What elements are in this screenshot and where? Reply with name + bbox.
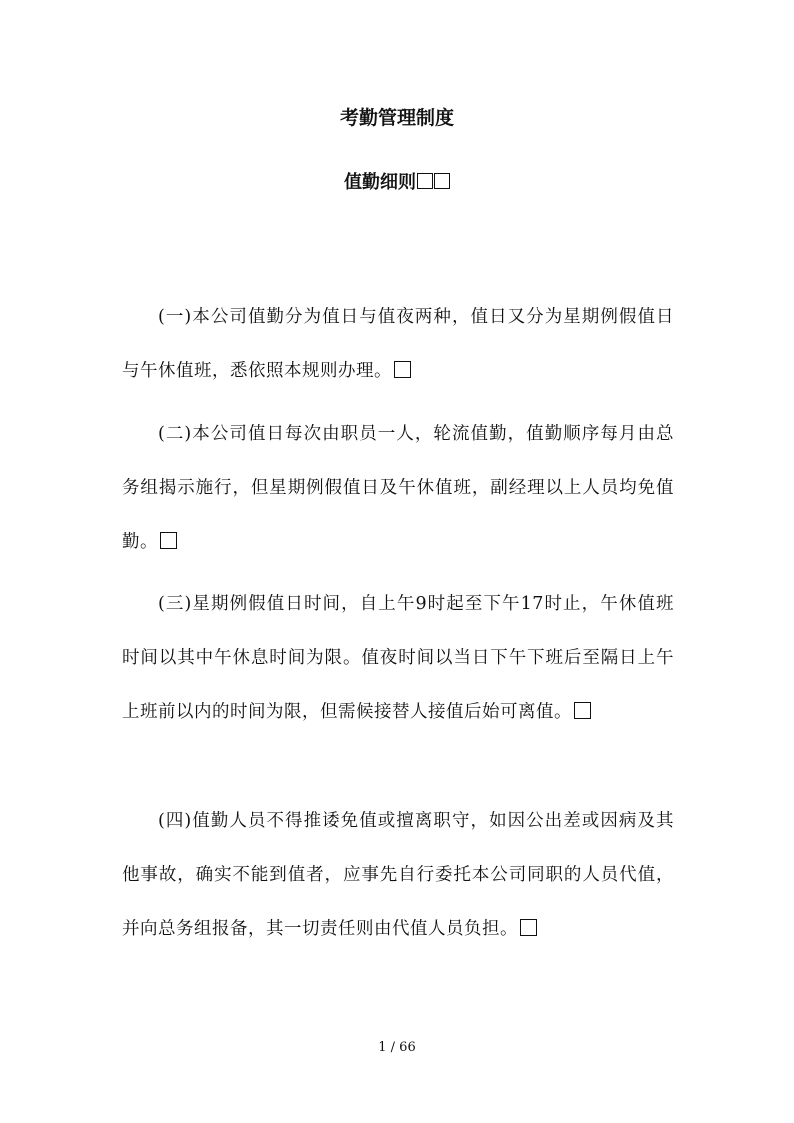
- placeholder-box-icon: [160, 532, 177, 549]
- placeholder-box-icon: [417, 173, 433, 189]
- section-subtitle: [0, 171, 794, 195]
- paragraph-4: [122, 794, 674, 956]
- placeholder-box-icon: [520, 919, 537, 936]
- document-title: [0, 106, 794, 130]
- placeholder-box-icon: [434, 173, 450, 189]
- page-number: 1 / 66: [378, 1040, 416, 1055]
- paragraph-text: (一)本公司值勤分为值日与值夜两种，值日又分为星期例假值日与午休值班，悉依照本规则办理。: [122, 307, 674, 381]
- paragraph-2: [122, 407, 674, 569]
- paragraph-text: (二)本公司值日每次由职员一人，轮流值勤，值勤顺序每月由总务组揭示施行，但星期例假值日及午休值班，副经理以上人员均免值勤。: [122, 424, 674, 552]
- paragraph-text: (三)星期例假值日时间，自上午9时起至下午17时止，午休值班时间以其中午休息时间为限。值夜时间以当日下午下班后至隔日上午上班前以内的时间为限，但需候接替人接值后始可离值。: [122, 594, 674, 722]
- paragraph-text: (四)值勤人员不得推诿免值或擅离职守，如因公出差或因病及其他事故，确实不能到值者，应事先自行委托本公司同职的人员代值，并向总务组报备，其一切责任则由代值人员负担。: [122, 811, 674, 939]
- paragraph-3: [122, 577, 674, 739]
- paragraph-1: [122, 290, 674, 398]
- placeholder-box-icon: [394, 361, 411, 378]
- document-title-text: 考勤管理制度: [339, 107, 454, 129]
- section-subtitle-text: 值勤细则: [344, 172, 416, 193]
- placeholder-box-icon: [574, 702, 591, 719]
